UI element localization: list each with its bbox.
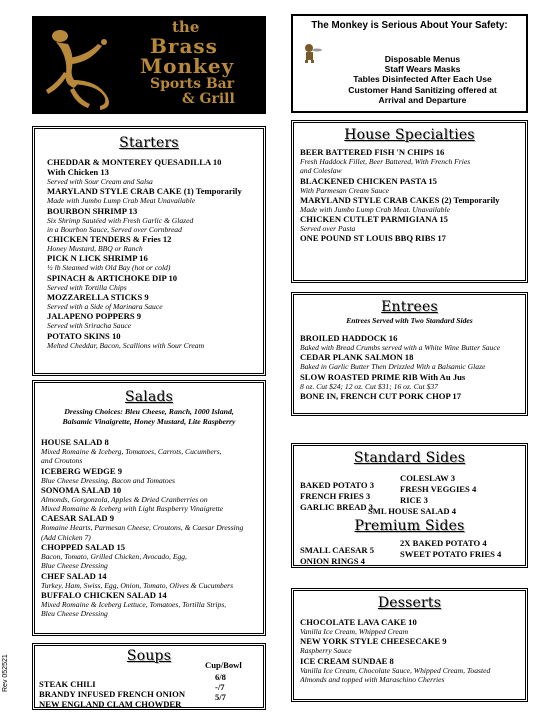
- starters-list: [47, 157, 242, 350]
- menu-item-description: Baked with Bread Crumbs served with a White Wine Butter Sauce: [300, 343, 501, 352]
- safety-panel: [291, 14, 528, 113]
- menu-item-description: Served over Pasta: [300, 224, 356, 234]
- premium-sides-grid: [300, 538, 524, 566]
- menu-item-description: Mixed Romaine & Iceberg with Light Raspberry Vinaigrette: [41, 504, 224, 514]
- premium-row: [300, 549, 524, 566]
- soup-name: BRANDY INFUSED FRENCH ONION: [39, 689, 186, 699]
- safety-line: Arrival and Departure: [378, 94, 467, 105]
- menu-item: NEW YORK STYLE CHEESECAKE 9: [300, 636, 447, 647]
- soup-price: -/7: [215, 682, 225, 692]
- menu-item-description: and Croutons: [41, 456, 83, 466]
- desserts-title: Desserts: [377, 595, 442, 611]
- safety-line: Customer Hand Sanitizing offered at: [348, 84, 497, 95]
- soup-row: [39, 672, 259, 689]
- menu-item: ICE CREAM SUNDAE 8: [300, 655, 394, 666]
- safety-line: Disposable Menus: [384, 54, 461, 64]
- logo-monkey: Monkey: [140, 54, 235, 78]
- side-item: COLESLAW 3: [400, 473, 456, 483]
- dressing-choices: [35, 407, 263, 427]
- menu-item: With Chicken 13: [47, 167, 109, 177]
- revision-label: Rev 052521: [2, 654, 9, 692]
- premium-heading: [294, 518, 525, 534]
- house-heading: [294, 127, 525, 143]
- menu-item: BOURBON SHRIMP 13: [47, 205, 138, 216]
- logo-brass: Brass: [150, 34, 218, 58]
- starters-title: Starters: [119, 135, 179, 151]
- sides-panel: [291, 443, 528, 568]
- menu-item-description: Served with Tortilla Chips: [47, 282, 127, 292]
- menu-item: BONE IN, FRENCH CUT PORK CHOP 17: [300, 390, 461, 401]
- menu-item: ICEBERG WEDGE 9: [41, 465, 123, 476]
- menu-item-description: Baked in Garlic Butter Then Drizzled With a Balsamic Glaze: [300, 362, 486, 372]
- menu-item-description: Melted Cheddar, Bacon, Scallions with Sour Cream: [47, 340, 205, 350]
- menu-item: MARYLAND STYLE CRAB CAKE (1) Temporarily: [47, 186, 242, 197]
- menu-item-description: Almonds, Gorgonzola, Apples & Dried Cranberries on: [41, 494, 208, 504]
- safety-title: The Monkey is Serious About Your Safety:: [311, 20, 508, 31]
- menu-item: CHICKEN CUTLET PARMIGIANA 15: [300, 214, 448, 225]
- menu-item: CEDAR PLANK SALMON 18: [300, 352, 414, 363]
- desserts-panel: [291, 588, 528, 702]
- menu-item: JALAPENO POPPERS 9: [47, 311, 142, 322]
- menu-item: SONOMA SALAD 10: [41, 484, 122, 495]
- menu-item: CHEDDAR & MONTEREY QUESADILLA 10: [47, 157, 222, 167]
- menu-item-description: Honey Mustard, BBQ or Ranch: [47, 244, 143, 254]
- menu-item: SPINACH & ARTICHOKE DIP 10: [47, 272, 178, 283]
- monkey-icon: [38, 18, 138, 114]
- soups-column-header: Cup/Bowl: [205, 660, 242, 670]
- salads-title: Salads: [124, 389, 174, 405]
- starters-heading: [35, 135, 263, 151]
- dressing-line: Balsamic Vinaigrette, Honey Mustard, Lite Raspberry: [62, 417, 236, 426]
- menu-item-description: Served with Sriracha Sauce: [47, 321, 132, 331]
- soup-price: 5/7: [215, 692, 226, 702]
- side-item: FRESH VEGGIES 4: [400, 484, 477, 494]
- premium-item: 2X BAKED POTATO 4: [400, 538, 487, 548]
- side-item: RICE 3: [400, 495, 428, 505]
- menu-item: BEER BATTERED FISH 'N CHIPS 16: [300, 147, 445, 157]
- logo-sports-bar: Sports Bar: [150, 76, 235, 92]
- waiter-monkey-icon: [301, 42, 323, 64]
- menu-item-description: Fresh Haddock Fillet, Beer Battered, With French Fries: [300, 157, 471, 166]
- soups-list: [39, 672, 259, 709]
- menu-item-description: Mixed Romaine & Iceberg, Tomatoes, Carrots, Cucumbers,: [41, 447, 222, 456]
- soups-title: Soups: [126, 648, 172, 664]
- menu-item: CHEF SALAD 14: [41, 570, 107, 581]
- menu-item-description: Mixed Romaine & Iceberg Lettuce, Tomatoes, Tortilla Strips,: [41, 599, 227, 609]
- menu-item-description: Blue Cheese Dressing: [41, 561, 108, 571]
- menu-item: BROILED HADDOCK 16: [300, 333, 398, 343]
- menu-item-description: Made with Jumbo Lump Crab Meat Unavailable: [47, 196, 196, 206]
- menu-item-description: 8 oz. Cut $24; 12 oz. Cut $31; 16 oz. Cut $37: [300, 381, 438, 391]
- safety-lines: [323, 54, 522, 105]
- house-list: [300, 147, 500, 243]
- menu-item: ONE POUND ST LOUIS BBQ RIBS 17: [300, 233, 446, 244]
- soups-panel: [32, 643, 266, 710]
- sides-title: Standard Sides: [353, 450, 466, 466]
- desserts-heading: [294, 595, 525, 611]
- menu-item-description: Almonds and topped with Maraschino Cherries: [300, 674, 445, 684]
- premium-item: ONION RINGS 4: [300, 556, 365, 566]
- menu-item-description: Romaine Hearts, Parmesan Cheese, Croutons, & Caesar Dressing: [41, 523, 244, 533]
- entrees-heading: [294, 299, 525, 315]
- premium-title: Premium Sides: [354, 518, 465, 534]
- menu-item-description: Vanilla Ice Cream, Chocolate Sauce, Whipped Cream, Toasted: [300, 665, 491, 675]
- menu-item-description: Turkey, Ham, Swiss, Egg, Onion, Tomato, Olives & Cucumbers: [41, 580, 234, 590]
- soup-name: STEAK CHILI: [39, 679, 96, 689]
- menu-item-description: With Parmesan Cream Sauce: [300, 185, 389, 195]
- menu-item-description: Made with Jumbo Lump Crab Meat. Unavailable: [300, 204, 450, 214]
- safety-line: Tables Disinfected After Each Use: [353, 74, 492, 85]
- standard-sides-grid: [300, 473, 524, 517]
- menu-item-description: Six Shrimp Sautéed with Fresh Garlic & Glazed: [47, 215, 194, 225]
- logo-grill: & Grill: [182, 91, 235, 107]
- menu-item: CHOCOLATE LAVA CAKE 10: [300, 617, 417, 627]
- menu-item: CHICKEN TENDERS & Fries 12: [47, 234, 172, 245]
- menu-item: MARYLAND STYLE CRAB CAKES (2) Temporarily: [300, 194, 500, 205]
- premium-item: SWEET POTATO FRIES 4: [400, 549, 502, 559]
- salads-panel: [32, 380, 266, 636]
- soup-name: NEW ENGLAND CLAM CHOWDER: [39, 699, 182, 709]
- entrees-note: Entrees Served with Two Standard Sides: [346, 316, 473, 325]
- sides-heading: [294, 450, 525, 466]
- starters-panel: [32, 126, 266, 376]
- side-item: GARLIC BREAD 3: [300, 502, 374, 512]
- menu-item-description: and Coleslaw: [300, 166, 342, 176]
- side-item: BAKED POTATO 3: [300, 480, 375, 490]
- side-item: FRENCH FRIES 3: [300, 491, 371, 501]
- menu-item: PICK N LICK SHRIMP 16: [47, 253, 148, 264]
- menu-item-description: Raspberry Sauce: [300, 646, 352, 656]
- menu-item: POTATO SKINS 10: [47, 330, 121, 341]
- entrees-panel: [291, 292, 528, 416]
- side-item-center: SML HOUSE SALAD 4: [367, 506, 457, 516]
- menu-item: BUFFALO CHICKEN SALAD 14: [41, 589, 167, 600]
- menu-item-description: Bacon, Tomato, Grilled Chicken, Avocado, Egg,: [41, 552, 187, 562]
- premium-item: SMALL CAESAR 5: [300, 545, 375, 555]
- menu-item-description: Vanilla Ice Cream, Whipped Cream: [300, 627, 409, 636]
- house-specialties-panel: [291, 120, 528, 283]
- menu-item: SLOW ROASTED PRIME RIB With Au Jus: [300, 371, 466, 382]
- desserts-list: [300, 617, 490, 684]
- menu-item: BLACKENED CHICKEN PASTA 15: [300, 175, 437, 186]
- entrees-list: [300, 333, 500, 401]
- salads-heading: [35, 389, 263, 405]
- soup-row: [39, 692, 259, 709]
- logo-the: the: [172, 18, 200, 36]
- menu-item-description: ½ lb Steamed with Old Bay (hot or cold): [47, 263, 171, 273]
- menu-item-description: Bleu Cheese Dressing: [41, 609, 108, 619]
- menu-item-description: Served with Sour Cream and Salsa: [47, 177, 153, 186]
- menu-item: HOUSE SALAD 8: [41, 437, 109, 447]
- menu-item-description: Blue Cheese Dressing, Bacon and Tomatoes: [41, 475, 176, 485]
- menu-item-description: in a Bourbon Sauce, Served over Cornbread: [47, 224, 182, 234]
- soup-price: 6/8: [215, 672, 226, 682]
- menu-item: MOZZARELLA STICKS 9: [47, 292, 149, 303]
- brass-monkey-logo: [32, 16, 266, 114]
- safety-line: Staff Wears Masks: [384, 64, 461, 75]
- menu-item: CAESAR SALAD 9: [41, 513, 115, 524]
- salads-list: [41, 437, 243, 619]
- menu-item: CHOPPED SALAD 15: [41, 542, 126, 553]
- dressing-line: Dressing Choices: Bleu Cheese, Ranch, 1000 Island,: [64, 407, 234, 416]
- house-title: House Specialties: [344, 127, 475, 143]
- entrees-title: Entrees: [381, 299, 438, 315]
- menu-item-description: Served with a Side of Marinara Sauce: [47, 302, 163, 312]
- menu-item-description: (Add Chicken 7): [41, 532, 91, 542]
